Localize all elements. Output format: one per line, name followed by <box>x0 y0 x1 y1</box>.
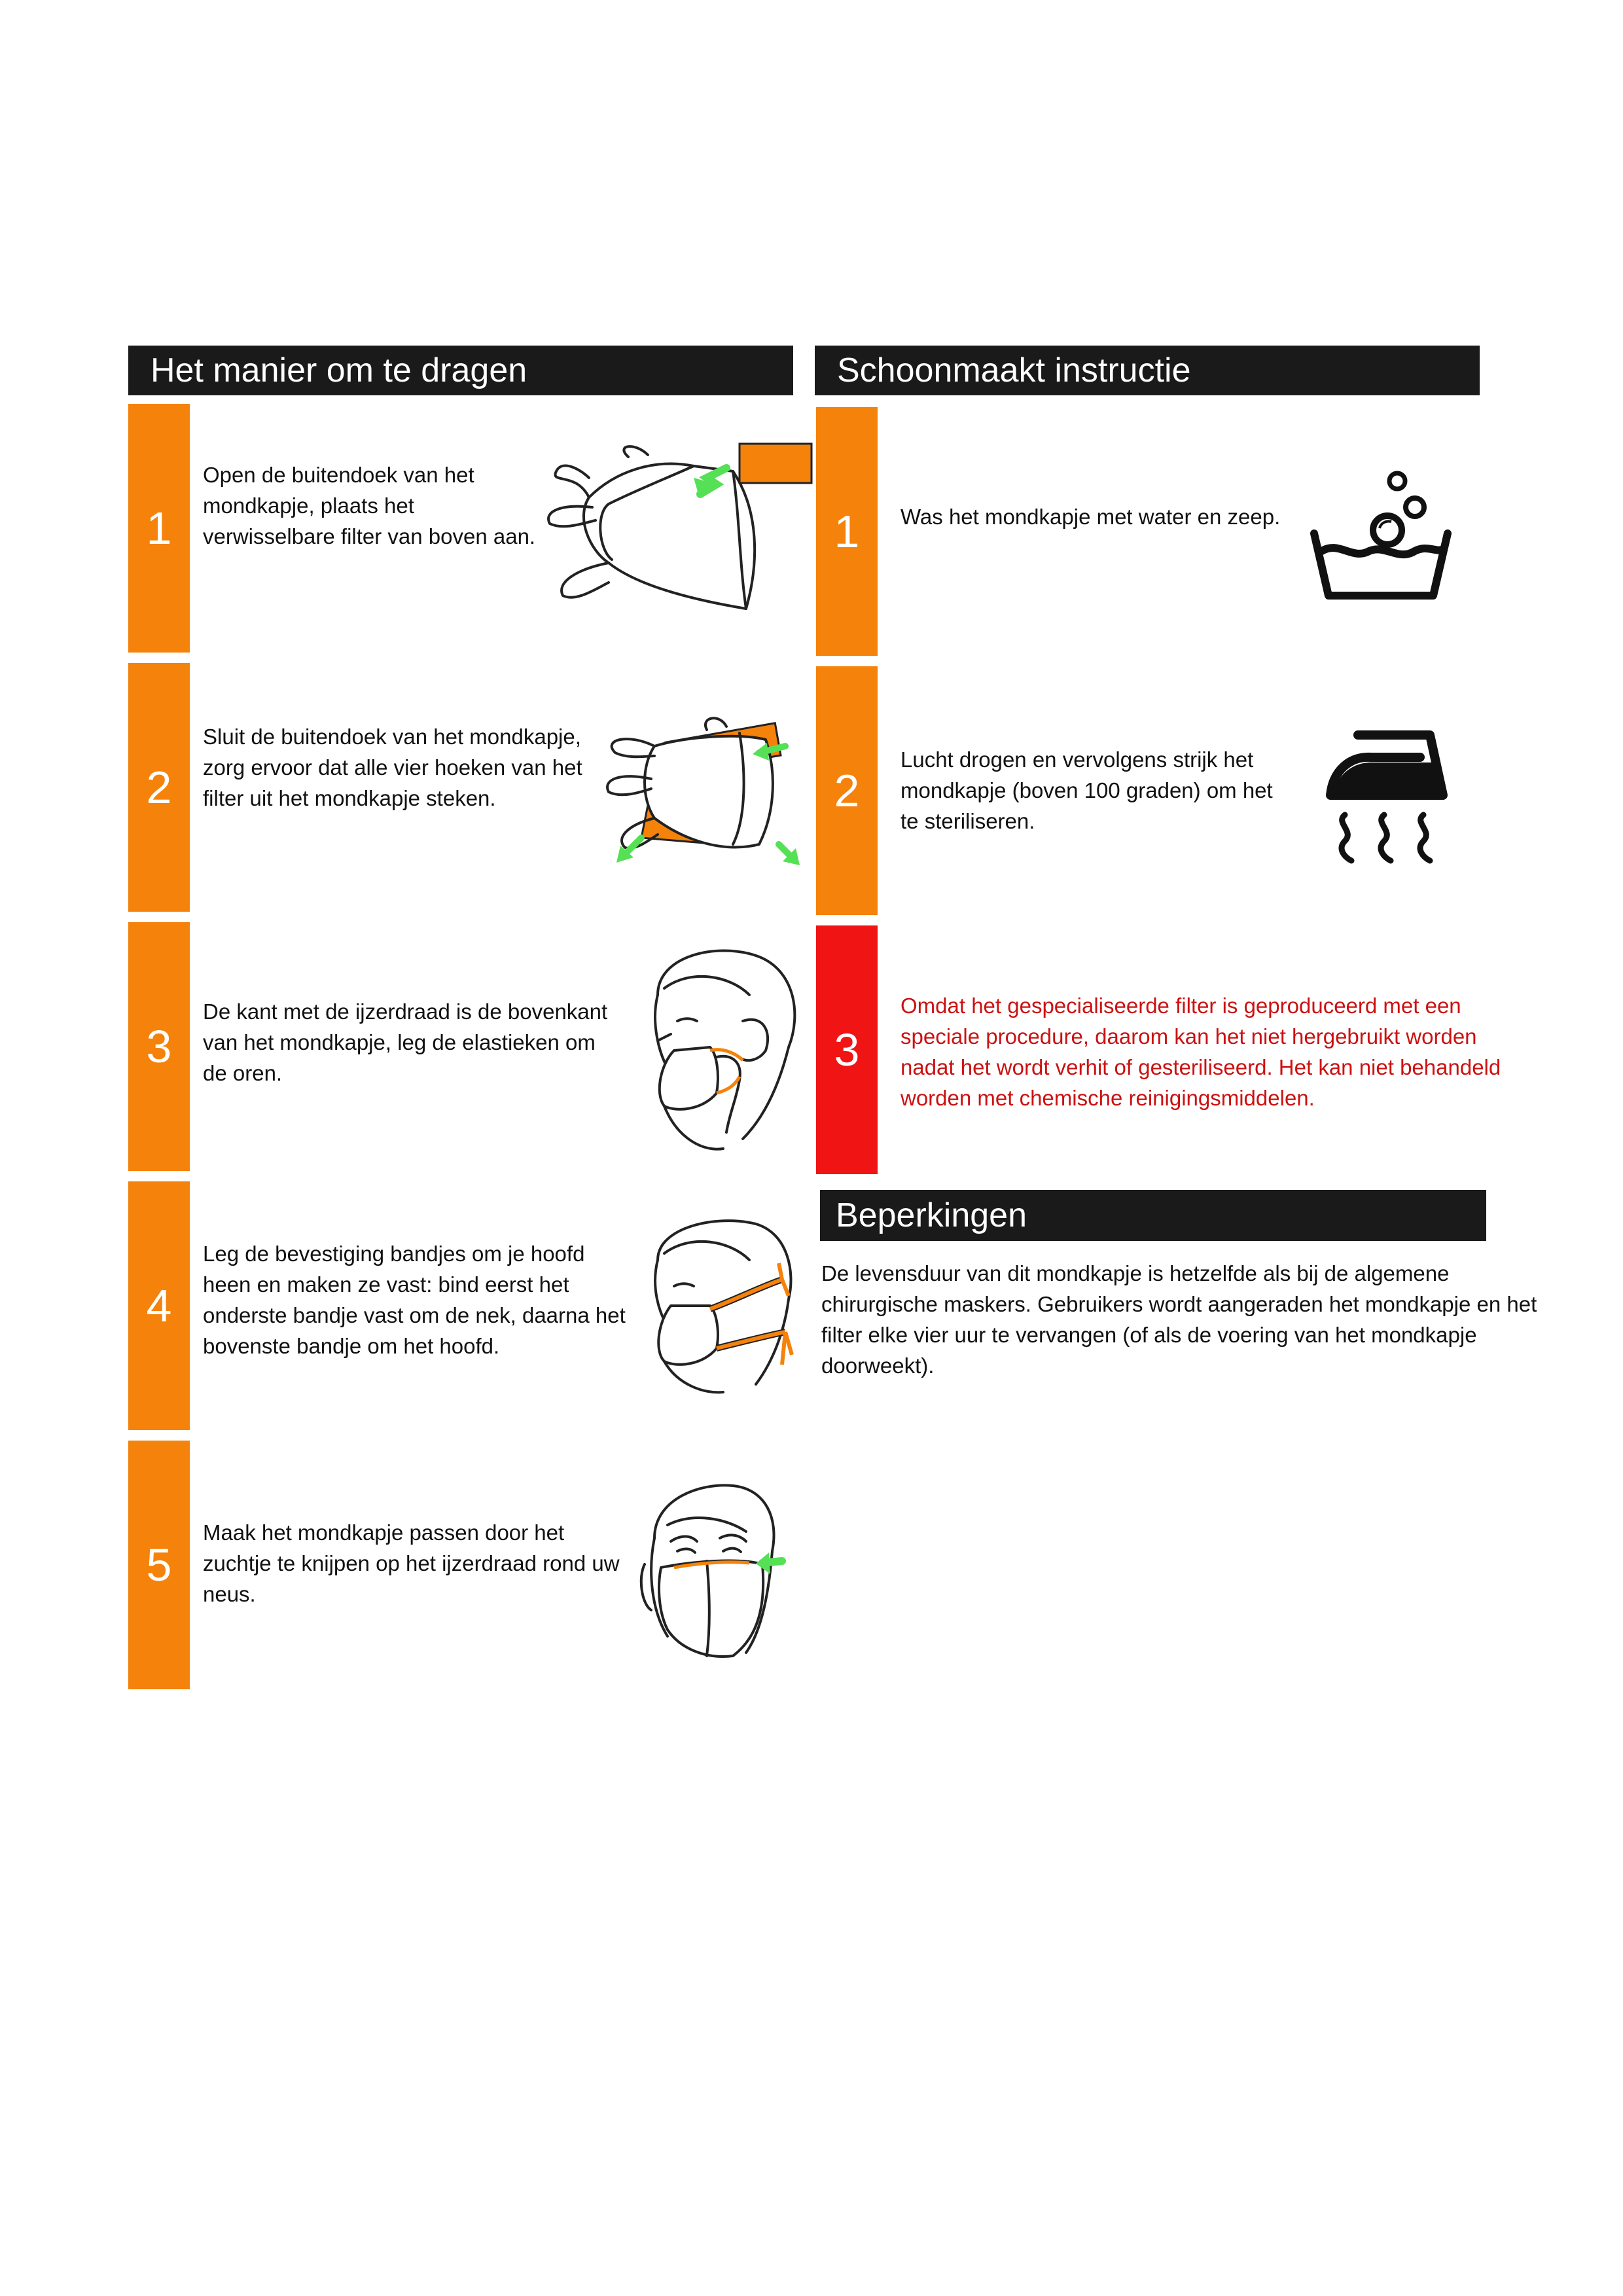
clean-step-1-text: Was het mondkapje met water en zeep. <box>901 505 1281 529</box>
head-nose-wire-icon <box>635 1479 792 1662</box>
wear-section-header <box>128 346 793 395</box>
clean-step-1-number: 1 <box>816 407 878 656</box>
mask-filter-corners-icon <box>589 707 805 877</box>
limits-text: De levensduur van dit mondkapje is hetzelfde als bij de algemene chirurgische maskers. Gebruikers wordt aangeraden het mondkapje en het filter elke vier uur te vervangen (of als de voering van het mondkapje doorweekt). <box>821 1261 1537 1378</box>
head-ear-loops-icon <box>638 942 808 1158</box>
clean-section-header <box>815 346 1480 395</box>
wear-step-1-number: 1 <box>128 404 190 653</box>
mask-open-filter-icon <box>537 432 818 628</box>
wear-step-2-number: 2 <box>128 663 190 912</box>
clean-step-2-number: 2 <box>816 666 878 915</box>
wear-section-title: Het manier om te dragen <box>151 351 527 389</box>
wear-step-5-number: 5 <box>128 1441 190 1689</box>
head-tie-straps-icon <box>638 1214 808 1397</box>
clean-step-3-number: 3 <box>816 925 878 1174</box>
wear-step-4-text: Leg de bevestiging bandjes om je hoofd heen en maken ze vast: bind eerst het onderste bandje vast om de nek, daarna het bovenste bandje om het hoofd. <box>203 1242 626 1358</box>
clean-step-3-warning-text: Omdat het gespecialiseerde filter is geproduceerd met een speciale procedure, daarom kan het niet hergebruikt worden nadat het wordt verhit of gesteriliseerd. Het kan niet behandeld worden met chemische reinigingsmiddelen. <box>901 994 1501 1110</box>
wear-step-3-text: De kant met de ijzerdraad is de bovenkant van het mondkapje, leg de elastieken om de oren. <box>203 999 608 1085</box>
clean-section-title: Schoonmaakt instructie <box>837 351 1191 389</box>
iron-steam-icon <box>1319 723 1456 867</box>
wear-step-1-text: Open de buitendoek van het mondkapje, plaats het verwisselbare filter van boven aan. <box>203 463 536 548</box>
wear-step-5-text: Maak het mondkapje passen door het zuchtje te knijpen op het ijzerdraad rond uw neus. <box>203 1520 620 1606</box>
wear-step-2-text: Sluit de buitendoek van het mondkapje, zorg ervoor dat alle vier hoeken van het filter uit het mondkapje steken. <box>203 725 582 810</box>
clean-step-2-text: Lucht drogen en vervolgens strijk het mondkapje (boven 100 graden) om het te steriliseren. <box>901 747 1273 833</box>
wear-step-4-number: 4 <box>128 1181 190 1430</box>
wash-basin-icon <box>1302 468 1459 605</box>
limits-section-title: Beperkingen <box>836 1196 1027 1234</box>
wear-step-3-number: 3 <box>128 922 190 1171</box>
limits-section-header <box>820 1190 1486 1241</box>
